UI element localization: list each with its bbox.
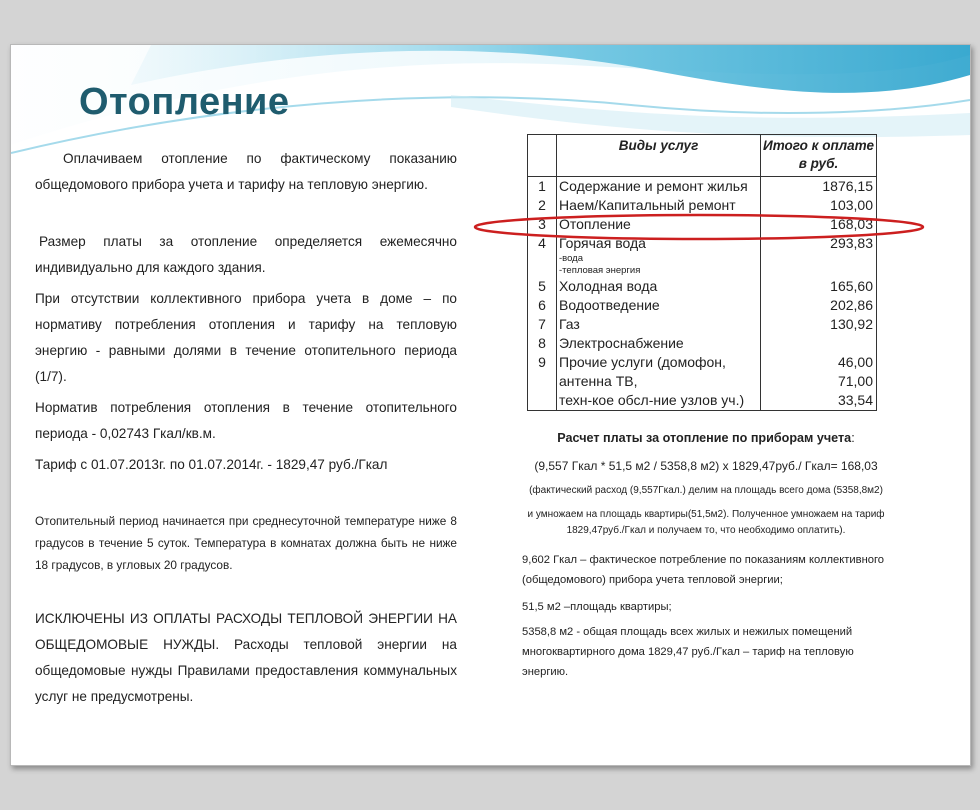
row-number: 3 xyxy=(528,215,557,234)
calc-heading xyxy=(516,429,896,447)
paragraph-size: Размер платы за отопление определяется ежемесячно индивидуально для каждого здания. xyxy=(35,234,457,275)
row-service: Содержание и ремонт жилья xyxy=(557,177,761,197)
table-row xyxy=(528,277,877,296)
paragraph-payment: Оплачиваем отопление по фактическому показанию общедомового прибора учета и тарифу на тепловую энергию. xyxy=(35,151,457,192)
row-number: 5 xyxy=(528,277,557,296)
row-service: Газ xyxy=(557,315,761,334)
table-row xyxy=(528,315,877,334)
row-service xyxy=(557,353,761,411)
row-service-name: Горячая вода xyxy=(559,235,646,251)
row-value xyxy=(761,334,877,353)
row-value: 103,00 xyxy=(761,196,877,215)
paragraph-excluded: ИСКЛЮЧЕНЫ ИЗ ОПЛАТЫ РАСХОДЫ ТЕПЛОВОЙ ЭНЕРГИИ НА ОБЩЕДОМОВЫЕ НУЖДЫ. Расходы тепловой энергии на общедомовые нужды Правилами предоставления коммунальных услуг не предусмотрены. xyxy=(35,611,457,704)
highlight-oval xyxy=(472,213,926,241)
services-table xyxy=(527,134,877,411)
header-services: Виды услуг xyxy=(557,135,761,177)
row-value: 130,92 xyxy=(761,315,877,334)
table-row xyxy=(528,177,877,197)
row-value-line3: 33,54 xyxy=(837,392,873,408)
row-number: 1 xyxy=(528,177,557,197)
table-row xyxy=(528,353,877,411)
row-number: 8 xyxy=(528,334,557,353)
row-service: Электроснабжение xyxy=(557,334,761,353)
row-value: 202,86 xyxy=(761,296,877,315)
row-number: 4 xyxy=(528,234,557,277)
table-row xyxy=(528,334,877,353)
row-service-line1: Прочие услуги (домофон, xyxy=(559,354,726,370)
row-service-line2: антенна ТВ, xyxy=(559,373,638,389)
table-header-row xyxy=(528,135,877,177)
row-value: 168,03 xyxy=(761,215,877,234)
calc-explanation-1: (фактический расход (9,557Гкал.) делим на площадь всего дома (5358,8м2) xyxy=(529,485,883,496)
paragraph-heating-period: Отопительный период начинается при среднесуточной температуре ниже 8 градусов в течение 5 суток. Температура в комнатах должна быть не ниже 18 градусов, в угловых 20 градусов. xyxy=(35,514,457,572)
calc-formula: (9,557 Гкал * 51,5 м2 / 5358,8 м2) х 1829,47руб./ Гкал= 168,03 xyxy=(534,459,878,473)
row-service: Отопление xyxy=(557,215,761,234)
calc-note-apartment-area: 51,5 м2 –площадь квартиры; xyxy=(522,601,672,613)
row-service: Водоотведение xyxy=(557,296,761,315)
row-number: 6 xyxy=(528,296,557,315)
paragraph-norm: Норматив потребления отопления в течение отопительного периода - 0,02743 Гкал/кв.м. xyxy=(35,400,457,441)
table-row xyxy=(528,296,877,315)
row-value: 165,60 xyxy=(761,277,877,296)
row-service: Холодная вода xyxy=(557,277,761,296)
slide xyxy=(10,44,971,766)
row-value-line1: 46,00 xyxy=(837,354,873,370)
row-value-line2: 71,00 xyxy=(837,373,873,389)
row-service-line3: техн-кое обсл-ние узлов уч.) xyxy=(559,392,745,408)
row-value xyxy=(761,353,877,411)
calc-note-consumption: 9,602 Гкал – фактическое потребление по показаниям коллективного (общедомового) прибора учета тепловой энергии; xyxy=(522,554,885,586)
calc-heading-colon: : xyxy=(851,431,855,445)
row-value: 1876,15 xyxy=(761,177,877,197)
calc-explanation-2: и умножаем на площадь квартиры(51,5м2). Полученное умножаем на тариф 1829,47руб./Гкал и получаем то, что необходимо оплатить). xyxy=(527,509,885,536)
row-sub-heat: -тепловая энергия xyxy=(559,265,641,276)
paragraph-no-meter: При отсутствии коллективного прибора учета в доме – по нормативу потребления отопления и тарифу на тепловую энергию - равными долями в течение отопительного периода (1/7). xyxy=(35,291,457,384)
row-number: 7 xyxy=(528,315,557,334)
row-number: 2 xyxy=(528,196,557,215)
row-number: 9 xyxy=(528,353,557,411)
calc-note-building-area: 5358,8 м2 - общая площадь всех жилых и нежилых помещений многоквартирного дома 1829,47 руб./Гкал – тариф на тепловую энергию. xyxy=(522,626,854,678)
calc-heading-text: Расчет платы за отопление по приборам учета xyxy=(557,431,852,445)
row-sub-water: -вода xyxy=(559,253,584,264)
paragraph-tariff: Тариф с 01.07.2013г. по 01.07.2014г. - 1829,47 руб./Гкал xyxy=(35,457,388,472)
header-total: Итого к оплате в руб. xyxy=(761,135,877,177)
row-value: 293,83 xyxy=(761,234,877,277)
header-number xyxy=(528,135,557,177)
row-service: Наем/Капитальный ремонт xyxy=(557,196,761,215)
page-title: Отопление xyxy=(79,81,290,123)
